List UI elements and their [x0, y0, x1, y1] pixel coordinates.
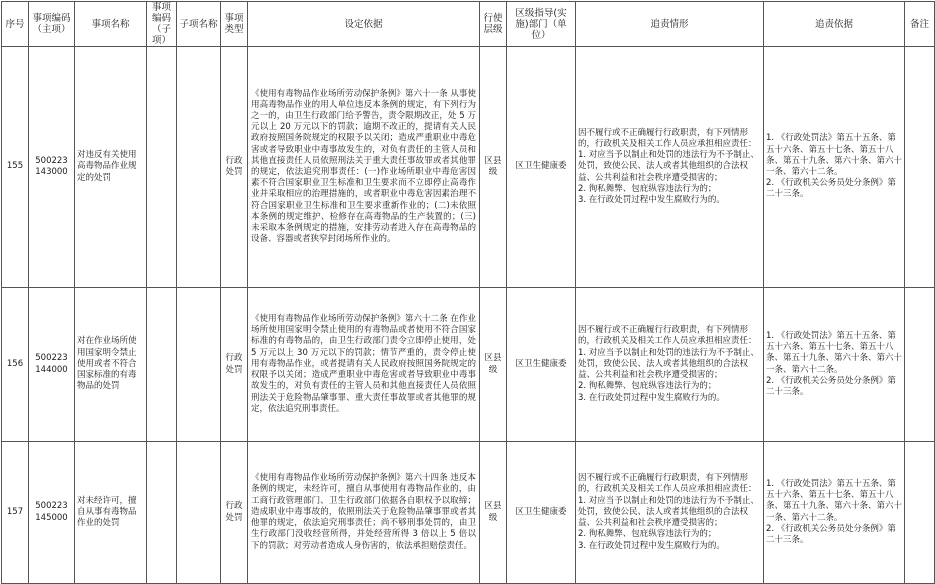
row-dept: 区卫生健康委 [507, 47, 576, 288]
header-sub-code: 事项编码（子项） [147, 2, 177, 47]
row-level: 区县级 [480, 288, 507, 442]
row-situation: 因不履行或不正确履行行政职责，有下列情形的，行政机关及相关工作人员应承担相应责任： 1. 对应当予以制止和处罚的违法行为不予制止、处罚，致使公民、法人或者其他组织的合法权益、公共利益和社会秩序遭受损害的； 2. 徇私舞弊、包庇纵容违法行为的； 3. 在行政处罚过程中发生腐败行为的。 [576, 442, 764, 584]
row-dept: 区卫生健康委 [507, 288, 576, 442]
row-accountability-basis: 1. 《行政处罚法》第五十五条、第五十六条、第五十七条、第五十八条、第五十九条、第六十条、第六十一条、第六十二条。 2. 《行政机关公务员处分条例》第二十三条。 [764, 47, 905, 288]
row-sub-code [147, 288, 177, 442]
row-type: 行政处罚 [221, 47, 248, 288]
row-sub-name [177, 288, 221, 442]
header-row [2, 2, 935, 47]
row-seq: 157 [2, 442, 29, 584]
table-row [2, 47, 935, 288]
header-remark: 备注 [905, 2, 935, 47]
header-accountability-basis: 追责依据 [764, 2, 905, 47]
row-sub-code [147, 442, 177, 584]
row-situation: 因不履行或不正确履行行政职责，有下列情形的，行政机关及相关工作人员应承担相应责任： 1. 对应当予以制止和处罚的违法行为不予制止、处罚，致使公民、法人或者其他组织的合法权益、公共利益和社会秩序遭受损害的； 2. 徇私舞弊、包庇纵容违法行为的； 3. 在行政处罚过程中发生腐败行为的。 [576, 288, 764, 442]
row-type: 行政处罚 [221, 442, 248, 584]
row-code: 500223 145000 [29, 442, 75, 584]
row-name: 对违反有关使用高毒物品作业规定的处罚 [75, 47, 147, 288]
table-row [2, 288, 935, 442]
row-basis: 《使用有毒物品作业场所劳动保护条例》第六十一条 从事使用高毒物品作业的用人单位违反本条例的规定，有下列行为之一的，由卫生行政部门给予警告，责令限期改正，处 5 万元以上 20 万元以下的罚款；逾期不改正的，提请有关人民政府按照国务院规定的权限予以关闭；造成严重职业中毒危害或者导致职业中毒事故发生的，对负有责任的主管人员和其他直接责任人员依照刑法关于重大责任事故罪或者其他罪的规定，依法追究刑事责任：(一)作业场所职业中毒危害因素不符合国家职业卫生标准和卫生要求而不立即停止高毒作业并采取相应的治理措施的，或者职业中毒危害因素治理不符合国家职业卫生标准和卫生要求重新作业的；(二)未依照本条例的规定维护、检修存在高毒物品的生产装置的；(三)未采取本条例规定的措施，安排劳动者进入存在高毒物品的设备、容器或者狭窄封闭场所作业的。 [248, 47, 480, 288]
row-accountability-basis: 1. 《行政处罚法》第五十五条、第五十六条、第五十七条、第五十八条、第五十九条、第六十条、第六十一条、第六十二条。 2. 《行政机关公务员处分条例》第二十三条。 [764, 442, 905, 584]
row-code: 500223 143000 [29, 47, 75, 288]
table-row [2, 442, 935, 584]
row-accountability-basis: 1. 《行政处罚法》第五十五条、第五十六条、第五十七条、第五十八条、第五十九条、第六十条、第六十一条、第六十二条。 2. 《行政机关公务员处分条例》第二十三条。 [764, 288, 905, 442]
header-type: 事项类型 [221, 2, 248, 47]
row-type: 行政处罚 [221, 288, 248, 442]
header-sub-name: 子项名称 [177, 2, 221, 47]
header-basis: 设定依据 [248, 2, 480, 47]
header-level: 行使层级 [480, 2, 507, 47]
row-sub-name [177, 47, 221, 288]
header-seq: 序号 [2, 2, 29, 47]
row-level: 区县级 [480, 442, 507, 584]
row-sub-name [177, 442, 221, 584]
row-remark [905, 288, 935, 442]
row-seq: 155 [2, 47, 29, 288]
row-basis: 《使用有毒物品作业场所劳动保护条例》第六十二条 在作业场所使用国家明令禁止使用的有毒物品或者使用不符合国家标准的有毒物品的，由卫生行政部门责令立即停止使用，处 5 万元以上 30 万元以下的罚款；情节严重的，责令停止使用有毒物品作业，或者提请有关人民政府按照国务院规定的权限予以关闭；造成严重职业中毒危害或者导致职业中毒事故发生的，对负有责任的主管人员和其他直接责任人员依照刑法关于危险物品肇事罪、重大责任事故罪或者其他罪的规定，依法追究刑事责任。 [248, 288, 480, 442]
header-situation: 追责情形 [576, 2, 764, 47]
row-name: 对未经许可，擅自从事有毒物品作业的处罚 [75, 442, 147, 584]
row-remark [905, 442, 935, 584]
row-basis: 《使用有毒物品作业场所劳动保护条例》第六十四条 违反本条例的规定，未经许可，擅自从事使用有毒物品作业的，由工商行政管理部门、卫生行政部门依据各自职权予以取缔；造成职业中毒事故的，依照刑法关于危险物品肇事罪或者其他罪的规定，依法追究刑事责任；尚不够刑事处罚的，由卫生行政部门没收经营所得，并处经营所得 3 倍以上 5 倍以下的罚款；对劳动者造成人身伤害的，依法承担赔偿责任。 [248, 442, 480, 584]
row-sub-code [147, 47, 177, 288]
row-remark [905, 47, 935, 288]
row-code: 500223 144000 [29, 288, 75, 442]
row-name: 对在作业场所使用国家明令禁止使用或者不符合国家标准的有毒物品的处罚 [75, 288, 147, 442]
row-level: 区县级 [480, 47, 507, 288]
header-code: 事项编码（主项） [29, 2, 75, 47]
row-situation: 因不履行或不正确履行行政职责，有下列情形的，行政机关及相关工作人员应承担相应责任： 1. 对应当予以制止和处罚的违法行为不予制止、处罚，致使公民、法人或者其他组织的合法权益、公共利益和社会秩序遭受损害的； 2. 徇私舞弊、包庇纵容违法行为的； 3. 在行政处罚过程中发生腐败行为的。 [576, 47, 764, 288]
row-seq: 156 [2, 288, 29, 442]
row-dept: 区卫生健康委 [507, 442, 576, 584]
header-name: 事项名称 [75, 2, 147, 47]
accountability-table [1, 1, 935, 584]
header-dept: 区级指导(实施)部门（单位） [507, 2, 576, 47]
